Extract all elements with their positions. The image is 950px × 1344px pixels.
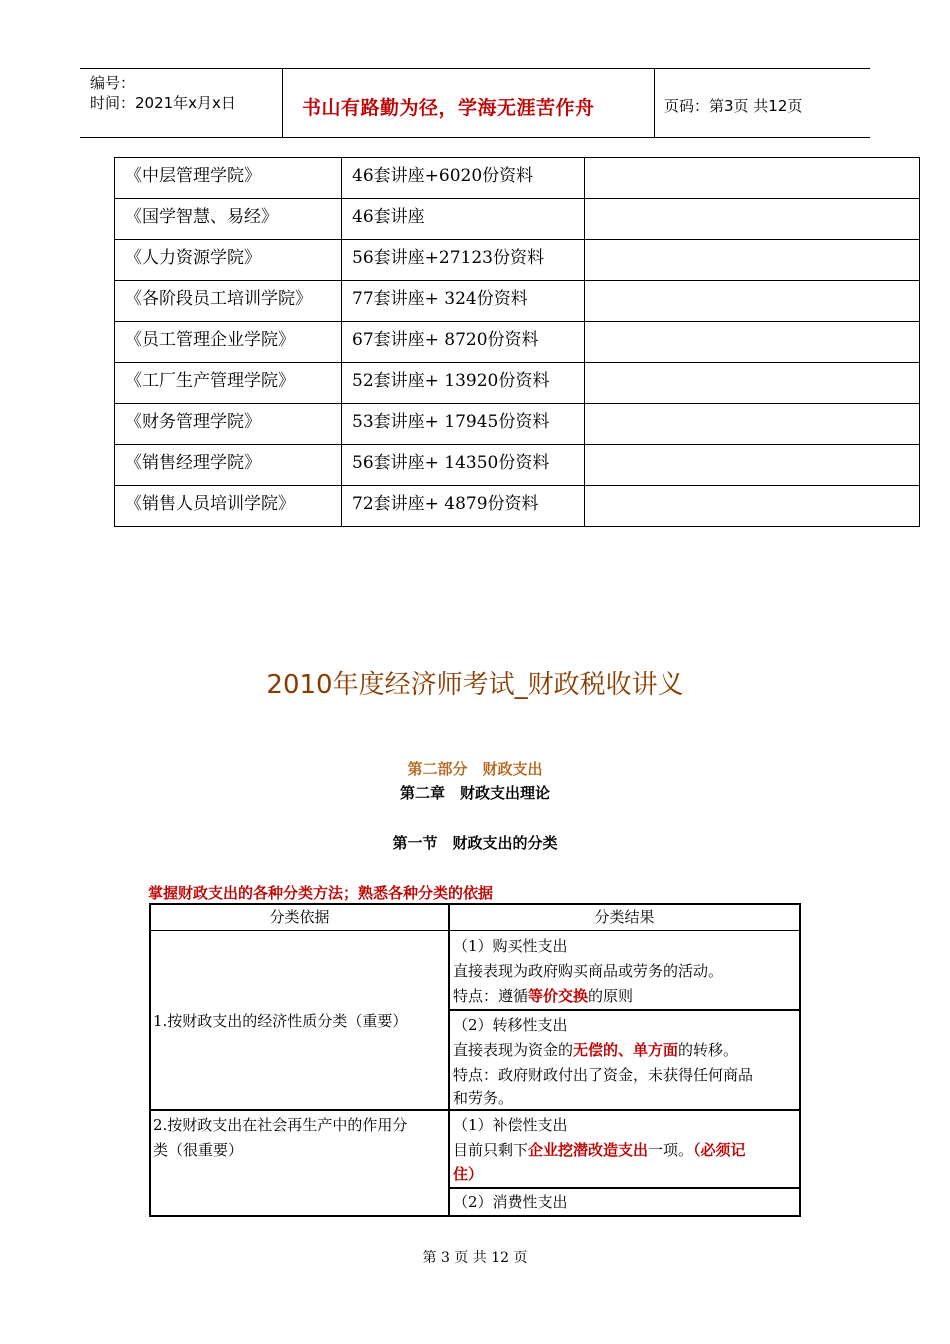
result-transfer-title: （2）转移性支出 bbox=[453, 1016, 568, 1034]
section-title: 第一节 财政支出的分类 bbox=[392, 834, 558, 852]
course-name: 《销售人员培训学院》 bbox=[115, 486, 342, 527]
course-row bbox=[115, 199, 920, 240]
desc-highlight: 企业挖潜改造支出 bbox=[528, 1141, 649, 1159]
desc-highlight: 无偿的、单方面 bbox=[573, 1041, 679, 1059]
course-extra bbox=[585, 445, 920, 486]
result-compensation-title: （1）补偿性支出 bbox=[453, 1116, 568, 1134]
course-content: 46套讲座 bbox=[342, 199, 585, 240]
header-meta bbox=[80, 69, 283, 137]
course-extra bbox=[585, 363, 920, 404]
chapter-title: 第二章 财政支出理论 bbox=[399, 784, 550, 802]
course-row bbox=[115, 240, 920, 281]
desc-text: 直接表现为资金的 bbox=[453, 1041, 574, 1059]
course-name: 《人力资源学院》 bbox=[115, 240, 342, 281]
result-divider-1 bbox=[450, 1009, 799, 1011]
result-compensation-desc bbox=[453, 1138, 746, 1163]
classification-table bbox=[149, 903, 801, 1217]
course-name: 《财务管理学院》 bbox=[115, 404, 342, 445]
part-title: 第二部分 财政支出 bbox=[407, 760, 543, 778]
page-info: 页码：第3页 共12页 bbox=[664, 97, 803, 115]
course-extra bbox=[585, 240, 920, 281]
doc-title: 2010年度经济师考试_财政税收讲义 bbox=[266, 670, 684, 700]
course-content: 46套讲座+6020份资料 bbox=[342, 158, 585, 199]
basis-economic: 1.按财政支出的经济性质分类（重要） bbox=[153, 1012, 408, 1030]
course-content: 52套讲座+ 13920份资料 bbox=[342, 363, 585, 404]
course-content: 72套讲座+ 4879份资料 bbox=[342, 486, 585, 527]
course-name: 《国学智慧、易经》 bbox=[115, 199, 342, 240]
result-consumption-title: （2）消费性支出 bbox=[453, 1193, 568, 1211]
header-motto-cell bbox=[282, 69, 655, 137]
desc-text: 一项。 bbox=[648, 1141, 694, 1159]
course-content: 77套讲座+ 324份资料 bbox=[342, 281, 585, 322]
key-note: 掌握财政支出的各种分类方法；熟悉各种分类的依据 bbox=[148, 884, 494, 902]
course-row bbox=[115, 363, 920, 404]
col-basis-header: 分类依据 bbox=[269, 908, 330, 926]
must-remember: （必须记 bbox=[693, 1141, 746, 1159]
must-remember-cont: 住） bbox=[453, 1165, 484, 1183]
result-transfer-feature-a: 特点：政府财政付出了资金，未获得任何商品 bbox=[453, 1066, 754, 1084]
basis-reproduction-a: 2.按财政支出在社会再生产中的作用分 bbox=[153, 1116, 408, 1134]
feature-text: 特点：遵循 bbox=[453, 987, 529, 1005]
desc-text: 目前只剩下 bbox=[453, 1141, 529, 1159]
course-row bbox=[115, 158, 920, 199]
result-purchase-feature bbox=[453, 984, 633, 1009]
course-extra bbox=[585, 486, 920, 527]
result-purchase-desc: 直接表现为政府购买商品或劳务的活动。 bbox=[453, 962, 724, 980]
header-row-divider bbox=[151, 930, 799, 931]
course-row bbox=[115, 404, 920, 445]
result-divider-2 bbox=[450, 1187, 799, 1189]
course-name: 《员工管理企业学院》 bbox=[115, 322, 342, 363]
course-row bbox=[115, 445, 920, 486]
result-transfer-desc bbox=[453, 1038, 738, 1063]
page-header bbox=[80, 68, 870, 138]
course-name: 《各阶段员工培训学院》 bbox=[115, 281, 342, 322]
courses-table bbox=[114, 157, 920, 527]
col-result-header: 分类结果 bbox=[594, 908, 655, 926]
course-extra bbox=[585, 158, 920, 199]
desc-text: 的转移。 bbox=[678, 1041, 739, 1059]
course-name: 《工厂生产管理学院》 bbox=[115, 363, 342, 404]
course-name: 《销售经理学院》 bbox=[115, 445, 342, 486]
col-divider bbox=[448, 905, 450, 1215]
motto: 书山有路勤为径，学海无涯苦作舟 bbox=[302, 97, 595, 119]
course-content: 56套讲座+ 14350份资料 bbox=[342, 445, 585, 486]
course-content: 53套讲座+ 17945份资料 bbox=[342, 404, 585, 445]
course-extra bbox=[585, 281, 920, 322]
course-extra bbox=[585, 322, 920, 363]
number-label: 编号： bbox=[90, 74, 136, 92]
time-label: 时间：2021年x月x日 bbox=[90, 94, 236, 112]
course-row bbox=[115, 322, 920, 363]
basis-reproduction-b: 类（很重要） bbox=[153, 1141, 244, 1159]
course-row bbox=[115, 486, 920, 527]
course-content: 67套讲座+ 8720份资料 bbox=[342, 322, 585, 363]
course-content: 56套讲座+27123份资料 bbox=[342, 240, 585, 281]
course-name: 《中层管理学院》 bbox=[115, 158, 342, 199]
course-extra bbox=[585, 404, 920, 445]
result-transfer-feature-b: 和劳务。 bbox=[453, 1089, 514, 1107]
feature-text: 的原则 bbox=[588, 987, 634, 1005]
result-purchase-title: （1）购买性支出 bbox=[453, 937, 568, 955]
course-row bbox=[115, 281, 920, 322]
feature-highlight: 等价交换 bbox=[528, 987, 589, 1005]
page-footer: 第 3 页 共 12 页 bbox=[422, 1250, 528, 1266]
course-extra bbox=[585, 199, 920, 240]
